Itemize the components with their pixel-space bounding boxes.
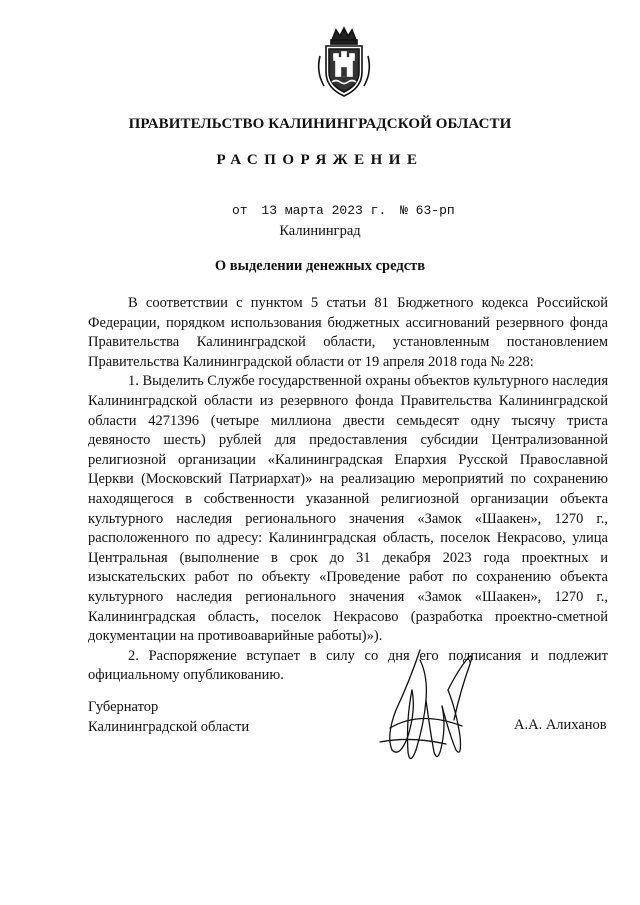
item-2-paragraph: 2. Распоряжение вступает в силу со дня его подписания и подлежит официальному опубликованию.: [88, 647, 608, 684]
position-line-1: Губернатор: [88, 699, 159, 715]
document-subject: О выделении денежных средств: [214, 258, 426, 274]
preamble-paragraph: В соответствии с пунктом 5 статьи 81 Бюджетного кодекса Российской Федерации, порядком использования бюджетных ассигнований резервного фонда Правительства Калининградской области, установленным постановлением Правительства Калининградской области от 19 апреля 2018 года № 228:: [88, 295, 608, 370]
document-date: 13 марта 2023 г.: [261, 203, 387, 218]
document-number: № 63-рп: [400, 203, 455, 218]
handwritten-signature: [350, 640, 490, 780]
government-title: ПРАВИТЕЛЬСТВО КАЛИНИНГРАДСКОЙ ОБЛАСТИ: [128, 116, 512, 132]
date-prefix: от: [232, 203, 248, 218]
date-line: [232, 203, 461, 218]
signatory-name: А.А. Алиханов: [514, 717, 607, 733]
position-line-2: Калининградской области: [88, 718, 250, 735]
document-kind: РАСПОРЯЖЕНИЕ: [216, 152, 424, 168]
coat-of-arms-icon: [312, 26, 376, 100]
document-body: [88, 294, 608, 686]
item-1-paragraph: 1. Выделить Службе государственной охраны объектов культурного наследия Калининградской области из резервного фонда Правительства Калининградской области 4271396 (четыре миллиона двести семьдесят одну тысячу триста девяносто шесть) рублей для предоставления субсидии Централизованной религиозной организации «Калининградская Епархия Русской Православной Церкви (Московский Патриархат)» на реализацию мероприятий по сохранению находящегося в собственности указанной религиозной организации объекта культурного наследия регионального значения «Замок «Шаакен», 1270 г., расположенного по адресу: Калининградская область, поселок Некрасово, улица Центральная (выполнение в срок до 31 декабря 2023 года проектных и изыскательских работ по объекту «Проведение работ по сохранению объекта культурного наследия регионального значения «Замок «Шаакен», 1270 г., Калининградская область, поселок Некрасово (разработка проектно-сметной документации на противоаварийные работы)»).: [88, 373, 608, 645]
signatory-position: [88, 698, 249, 737]
city: Калининград: [279, 223, 361, 239]
